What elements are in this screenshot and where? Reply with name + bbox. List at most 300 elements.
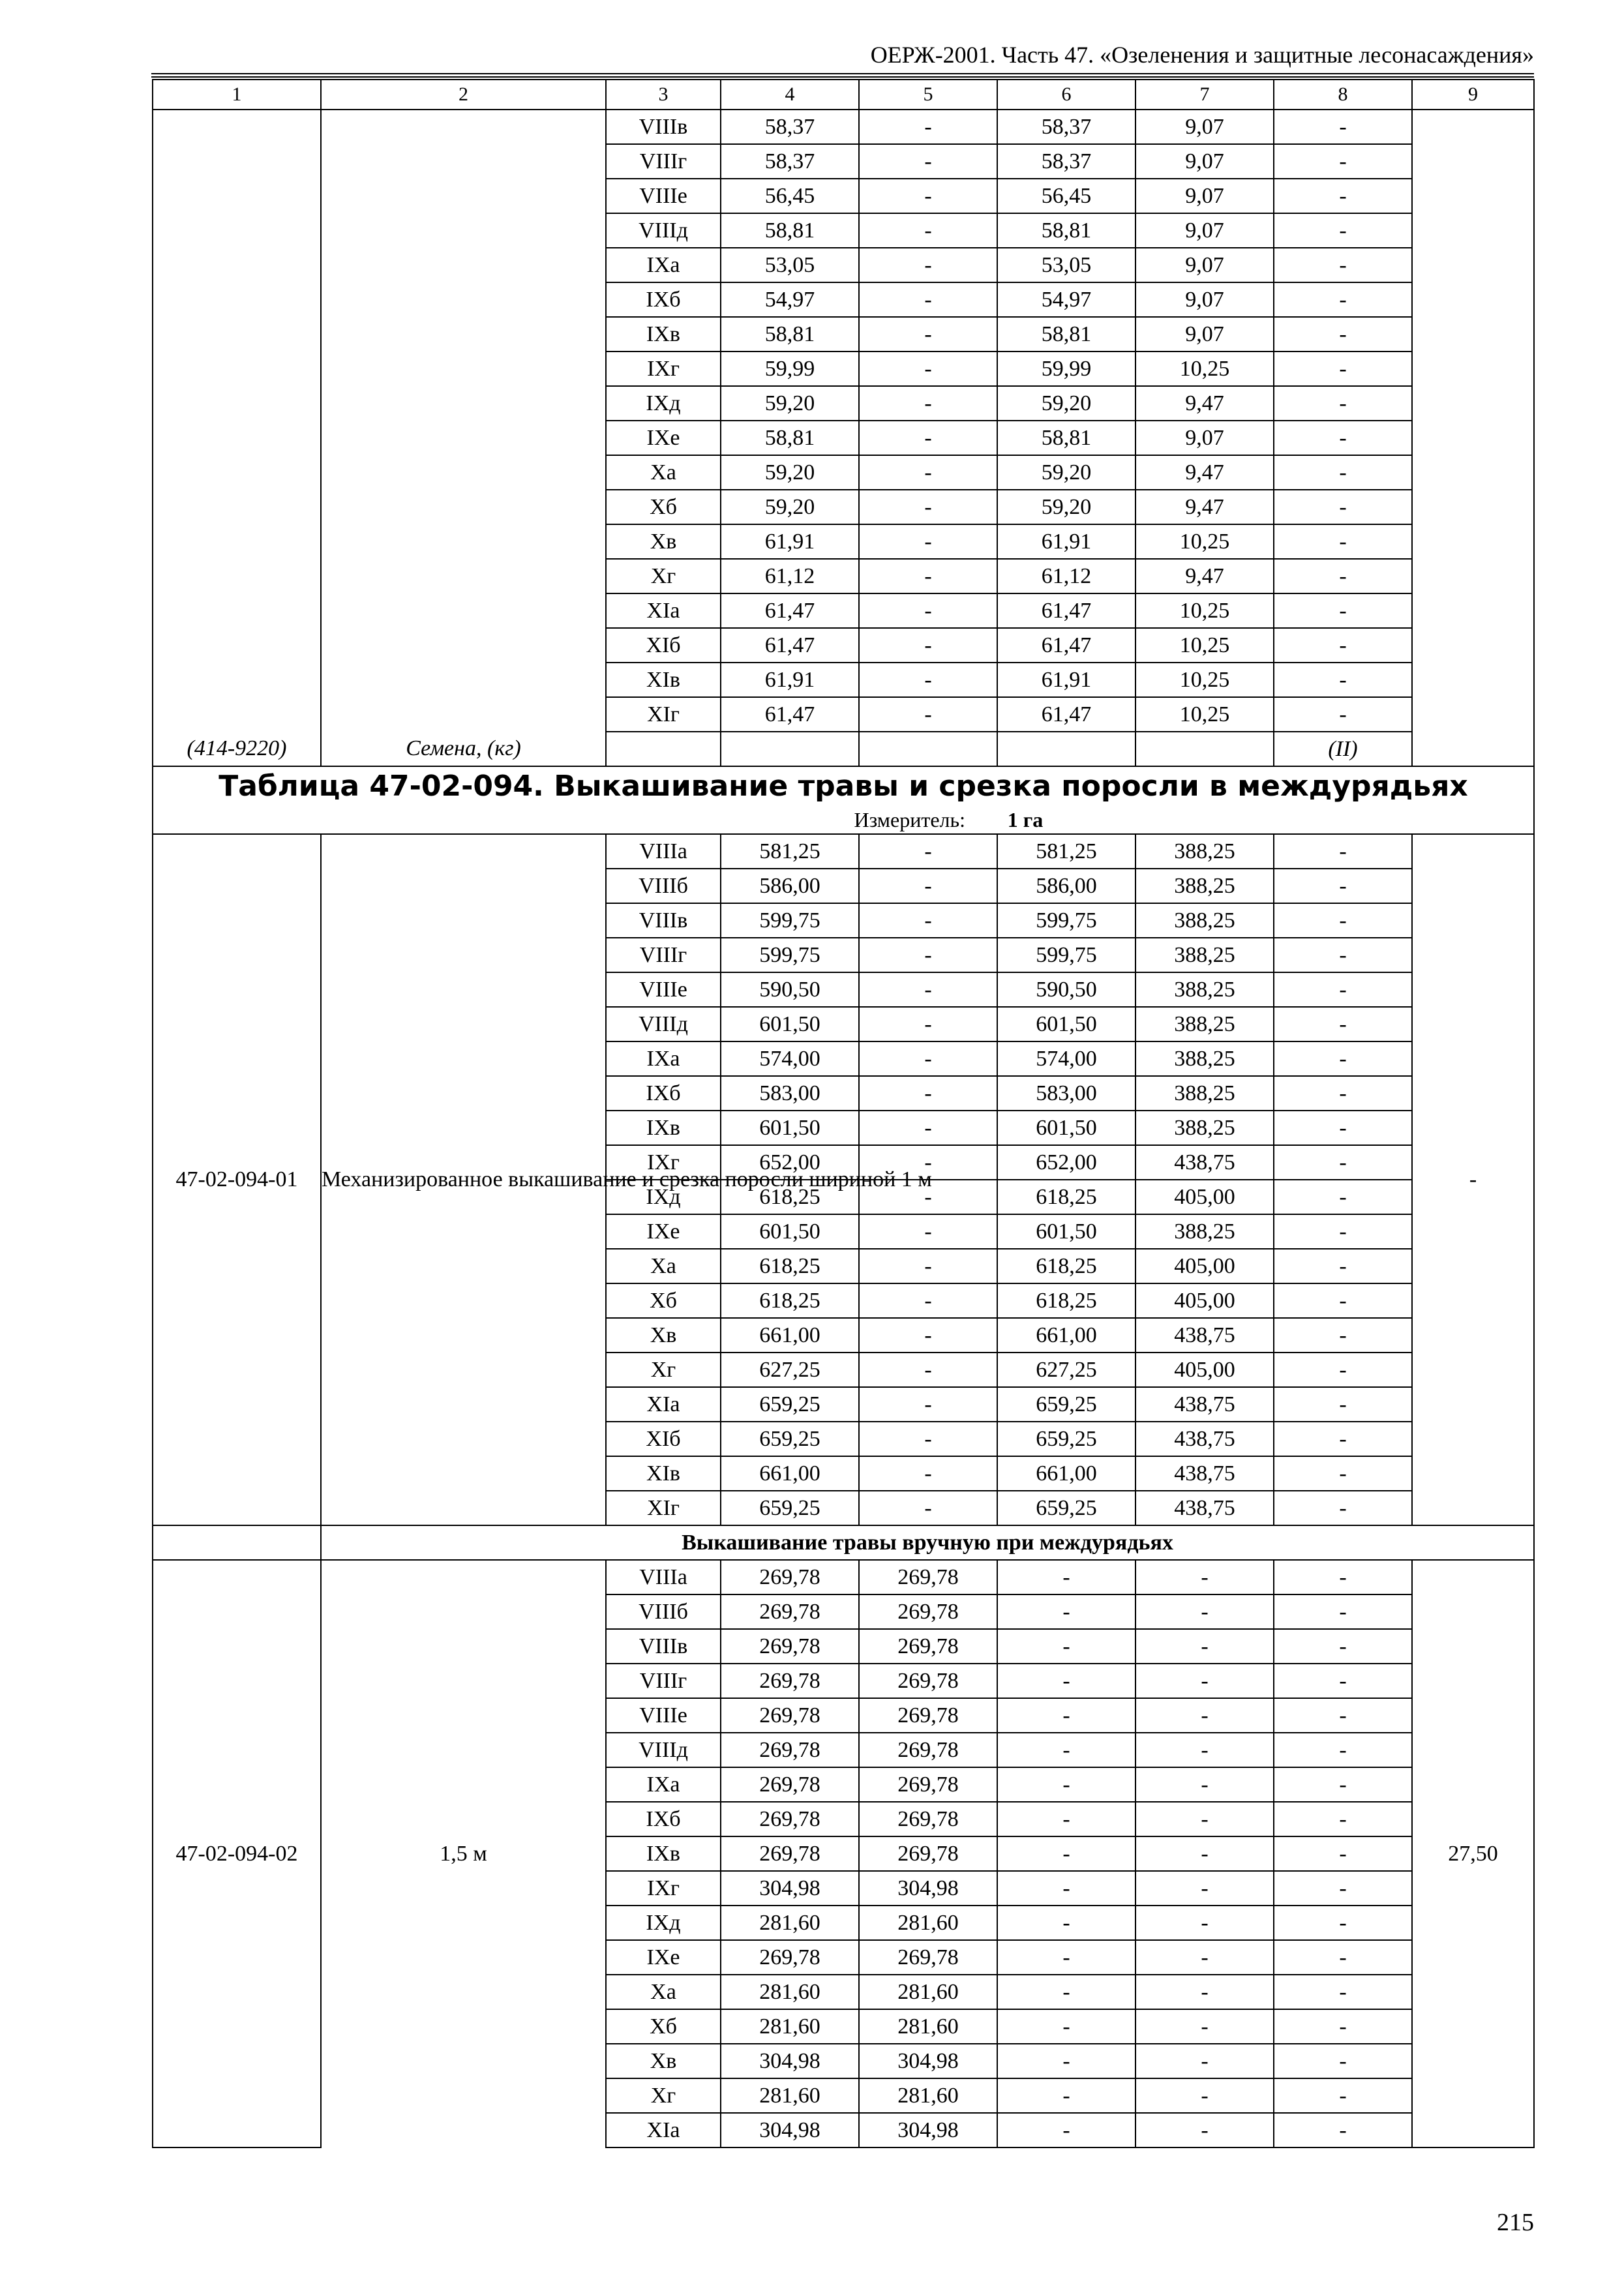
value-cell: 269,78 bbox=[721, 1802, 859, 1836]
value-cell: - bbox=[997, 1594, 1135, 1629]
value-cell: - bbox=[997, 1733, 1135, 1767]
value-cell: - bbox=[859, 1387, 997, 1422]
value-cell: 438,75 bbox=[1135, 1456, 1274, 1491]
value-cell: - bbox=[1274, 1041, 1412, 1076]
value-cell: 304,98 bbox=[859, 1871, 997, 1906]
column-number: 4 bbox=[721, 80, 859, 110]
column-number: 3 bbox=[606, 80, 721, 110]
value-cell: - bbox=[997, 1940, 1135, 1975]
header-rule bbox=[151, 73, 1534, 74]
value-cell: - bbox=[1135, 1836, 1274, 1871]
zone-cell: VIIIе bbox=[606, 179, 721, 213]
value-cell: - bbox=[1274, 1940, 1412, 1975]
value-cell: 269,78 bbox=[859, 1767, 997, 1802]
value-cell: 10,25 bbox=[1135, 697, 1274, 732]
value-cell: - bbox=[859, 663, 997, 697]
value-cell: - bbox=[1135, 1733, 1274, 1767]
value-cell: - bbox=[1135, 1975, 1274, 2009]
value-cell: 10,25 bbox=[1135, 663, 1274, 697]
value-cell: 627,25 bbox=[997, 1353, 1135, 1387]
value-cell: 54,97 bbox=[721, 282, 859, 317]
zone-cell: XIг bbox=[606, 697, 721, 732]
value-cell: 10,25 bbox=[1135, 524, 1274, 559]
zone-cell: Xа bbox=[606, 1975, 721, 2009]
value-cell: 627,25 bbox=[721, 1353, 859, 1387]
zone-cell: VIIIб bbox=[606, 1594, 721, 1629]
zone-cell: XIв bbox=[606, 1456, 721, 1491]
value-cell: 601,50 bbox=[721, 1111, 859, 1145]
value-cell: 388,25 bbox=[1135, 1041, 1274, 1076]
zone-cell: IXа bbox=[606, 1041, 721, 1076]
value-cell: 618,25 bbox=[721, 1283, 859, 1318]
value-cell: 58,81 bbox=[997, 213, 1135, 248]
value-cell: 586,00 bbox=[721, 869, 859, 903]
value-cell: 54,97 bbox=[997, 282, 1135, 317]
value-cell: 61,12 bbox=[997, 559, 1135, 593]
value-cell: 9,07 bbox=[1135, 110, 1274, 144]
value-cell: - bbox=[859, 559, 997, 593]
zone-cell: VIIIг bbox=[606, 1664, 721, 1698]
value-cell: 405,00 bbox=[1135, 1180, 1274, 1214]
value-cell: - bbox=[1274, 1456, 1412, 1491]
value-cell: 586,00 bbox=[997, 869, 1135, 903]
table-row bbox=[153, 110, 1534, 144]
col9-cell: - bbox=[1412, 834, 1534, 1525]
value-cell: - bbox=[859, 1456, 997, 1491]
value-cell: 61,91 bbox=[997, 524, 1135, 559]
col9-cell bbox=[1412, 110, 1534, 766]
value-cell: 659,25 bbox=[997, 1387, 1135, 1422]
zone-cell: VIIIв bbox=[606, 903, 721, 938]
zone-cell: IXб bbox=[606, 1076, 721, 1111]
value-cell: 61,91 bbox=[997, 663, 1135, 697]
code-cell bbox=[153, 110, 321, 732]
column-number: 7 bbox=[1135, 80, 1274, 110]
value-cell: 601,50 bbox=[721, 1007, 859, 1041]
value-cell: - bbox=[1135, 1664, 1274, 1698]
value-cell: - bbox=[1274, 1975, 1412, 2009]
value-cell: - bbox=[1135, 1594, 1274, 1629]
value-cell: - bbox=[859, 179, 997, 213]
value-cell bbox=[859, 732, 997, 766]
value-cell: - bbox=[1274, 1007, 1412, 1041]
value-cell: - bbox=[1274, 1871, 1412, 1906]
value-cell: - bbox=[859, 248, 997, 282]
value-cell: - bbox=[1274, 2113, 1412, 2147]
value-cell bbox=[606, 732, 721, 766]
value-cell: 58,81 bbox=[721, 421, 859, 455]
value-cell: - bbox=[1274, 1180, 1412, 1214]
zone-cell: Xб bbox=[606, 2009, 721, 2044]
value-cell: 574,00 bbox=[721, 1041, 859, 1076]
value-cell: - bbox=[859, 1318, 997, 1353]
value-cell: 269,78 bbox=[721, 1767, 859, 1802]
value-cell: 659,25 bbox=[997, 1422, 1135, 1456]
value-cell: - bbox=[1135, 1802, 1274, 1836]
value-cell: 281,60 bbox=[721, 1975, 859, 2009]
measure-line bbox=[153, 806, 1533, 833]
resource-code: (414-9220) bbox=[153, 732, 321, 766]
value-cell: 59,99 bbox=[997, 352, 1135, 386]
value-cell: 618,25 bbox=[721, 1249, 859, 1283]
value-cell: - bbox=[1274, 317, 1412, 352]
value-cell: - bbox=[859, 1041, 997, 1076]
value-cell: - bbox=[1274, 559, 1412, 593]
value-cell: - bbox=[1274, 213, 1412, 248]
value-cell: 304,98 bbox=[859, 2113, 997, 2147]
value-cell: 574,00 bbox=[997, 1041, 1135, 1076]
value-cell: 269,78 bbox=[859, 1836, 997, 1871]
value-cell: - bbox=[859, 697, 997, 732]
value-cell: - bbox=[1274, 179, 1412, 213]
zone-cell: XIв bbox=[606, 663, 721, 697]
zone-cell: XIа bbox=[606, 1387, 721, 1422]
value-cell: 388,25 bbox=[1135, 1007, 1274, 1041]
value-cell: 269,78 bbox=[859, 1733, 997, 1767]
value-cell: - bbox=[859, 1180, 997, 1214]
value-cell: 269,78 bbox=[859, 1940, 997, 1975]
zone-cell: IXб bbox=[606, 282, 721, 317]
value-cell: 58,81 bbox=[997, 317, 1135, 352]
value-cell: - bbox=[1135, 2009, 1274, 2044]
value-cell: 61,91 bbox=[721, 524, 859, 559]
value-cell: - bbox=[859, 1145, 997, 1180]
value-cell: 661,00 bbox=[721, 1318, 859, 1353]
value-cell: 659,25 bbox=[721, 1422, 859, 1456]
value-cell: - bbox=[859, 1007, 997, 1041]
value-cell: 56,45 bbox=[997, 179, 1135, 213]
value-cell: 9,07 bbox=[1135, 317, 1274, 352]
zone-cell: IXв bbox=[606, 317, 721, 352]
value-cell: - bbox=[1274, 2078, 1412, 2113]
value-cell: 269,78 bbox=[859, 1560, 997, 1594]
zone-cell: IXб bbox=[606, 1802, 721, 1836]
value-cell: - bbox=[1135, 1871, 1274, 1906]
value-cell: 388,25 bbox=[1135, 1214, 1274, 1249]
value-cell: 269,78 bbox=[859, 1698, 997, 1733]
value-cell: - bbox=[1274, 834, 1412, 869]
zone-cell: Xг bbox=[606, 559, 721, 593]
value-cell: - bbox=[1274, 352, 1412, 386]
zone-cell: VIIIг bbox=[606, 938, 721, 972]
value-cell: - bbox=[997, 2044, 1135, 2078]
value-cell: - bbox=[1135, 2113, 1274, 2147]
value-cell: - bbox=[997, 1629, 1135, 1664]
value-cell: - bbox=[1274, 1283, 1412, 1318]
value-cell: 281,60 bbox=[859, 2078, 997, 2113]
value-cell: 9,07 bbox=[1135, 144, 1274, 179]
column-number: 8 bbox=[1274, 80, 1412, 110]
table-title-cell bbox=[153, 766, 1534, 834]
zone-cell: IXг bbox=[606, 1871, 721, 1906]
value-cell: 61,47 bbox=[997, 593, 1135, 628]
column-number: 5 bbox=[859, 80, 997, 110]
zone-cell: VIIIд bbox=[606, 1733, 721, 1767]
value-cell: 405,00 bbox=[1135, 1353, 1274, 1387]
running-header: ОЕРЖ-2001. Часть 47. «Озеленения и защитные лесонасаждения» bbox=[870, 42, 1534, 68]
value-cell: - bbox=[859, 1353, 997, 1387]
value-cell: - bbox=[1274, 1629, 1412, 1664]
value-cell: 9,47 bbox=[1135, 386, 1274, 421]
value-cell: 269,78 bbox=[721, 1940, 859, 1975]
value-cell: 661,00 bbox=[997, 1456, 1135, 1491]
value-cell: 58,37 bbox=[997, 110, 1135, 144]
value-cell: - bbox=[859, 455, 997, 490]
value-cell: - bbox=[859, 1491, 997, 1525]
rates-table bbox=[152, 79, 1535, 2148]
description-cell: 1,5 м bbox=[321, 1560, 606, 2147]
value-cell: 304,98 bbox=[721, 2113, 859, 2147]
value-cell: - bbox=[997, 1802, 1135, 1836]
zone-cell: IXд bbox=[606, 386, 721, 421]
zone-cell: VIIIв bbox=[606, 1629, 721, 1664]
value-cell: - bbox=[859, 421, 997, 455]
value-cell: 61,47 bbox=[997, 697, 1135, 732]
value-cell: - bbox=[859, 869, 997, 903]
value-cell: - bbox=[1274, 248, 1412, 282]
table-title-row bbox=[153, 766, 1534, 834]
subheading: Выкашивание травы вручную при междурядьях bbox=[321, 1525, 1534, 1560]
value-cell: - bbox=[1274, 144, 1412, 179]
value-cell: - bbox=[1274, 110, 1412, 144]
value-cell: 58,81 bbox=[721, 317, 859, 352]
value-cell: 618,25 bbox=[997, 1180, 1135, 1214]
zone-cell: Xв bbox=[606, 524, 721, 559]
value-cell: - bbox=[997, 1836, 1135, 1871]
value-cell: - bbox=[1274, 1733, 1412, 1767]
value-cell: - bbox=[1135, 1906, 1274, 1940]
value-cell: 652,00 bbox=[997, 1145, 1135, 1180]
value-cell: 388,25 bbox=[1135, 938, 1274, 972]
value-cell bbox=[997, 732, 1135, 766]
value-cell: 281,60 bbox=[721, 1906, 859, 1940]
value-cell: - bbox=[997, 1664, 1135, 1698]
value-cell: - bbox=[1274, 1145, 1412, 1180]
zone-cell: VIIIе bbox=[606, 1698, 721, 1733]
value-cell: - bbox=[859, 110, 997, 144]
value-cell: 61,47 bbox=[721, 593, 859, 628]
value-cell: 61,47 bbox=[997, 628, 1135, 663]
value-cell: 388,25 bbox=[1135, 834, 1274, 869]
value-cell: - bbox=[859, 593, 997, 628]
value-cell: 59,99 bbox=[721, 352, 859, 386]
value-cell: 61,47 bbox=[721, 697, 859, 732]
value-cell: 281,60 bbox=[859, 2009, 997, 2044]
value-cell: 405,00 bbox=[1135, 1249, 1274, 1283]
value-cell: - bbox=[1135, 2078, 1274, 2113]
zone-cell: IXв bbox=[606, 1836, 721, 1871]
value-cell: 438,75 bbox=[1135, 1318, 1274, 1353]
value-cell: - bbox=[997, 2009, 1135, 2044]
zone-cell: IXд bbox=[606, 1906, 721, 1940]
value-cell: - bbox=[1274, 1353, 1412, 1387]
zone-cell: Xг bbox=[606, 2078, 721, 2113]
value-cell: 269,78 bbox=[721, 1594, 859, 1629]
value-cell: 304,98 bbox=[859, 2044, 997, 2078]
value-cell: 58,37 bbox=[997, 144, 1135, 179]
value-cell: 56,45 bbox=[721, 179, 859, 213]
value-cell: 58,81 bbox=[721, 213, 859, 248]
value-cell: - bbox=[1274, 1249, 1412, 1283]
zone-cell: Xв bbox=[606, 2044, 721, 2078]
value-cell: - bbox=[1274, 593, 1412, 628]
value-cell: 269,78 bbox=[721, 1664, 859, 1698]
zone-cell: XIб bbox=[606, 628, 721, 663]
resource-row bbox=[153, 732, 1534, 766]
value-cell: 388,25 bbox=[1135, 1076, 1274, 1111]
value-cell: 58,37 bbox=[721, 110, 859, 144]
resource-col8: (II) bbox=[1274, 732, 1412, 766]
value-cell: - bbox=[1274, 2009, 1412, 2044]
value-cell: 659,25 bbox=[997, 1491, 1135, 1525]
value-cell: - bbox=[997, 1871, 1135, 1906]
value-cell: 269,78 bbox=[721, 1836, 859, 1871]
value-cell: - bbox=[1274, 628, 1412, 663]
value-cell: - bbox=[1274, 1214, 1412, 1249]
value-cell: - bbox=[1274, 938, 1412, 972]
value-cell: 269,78 bbox=[721, 1698, 859, 1733]
value-cell: - bbox=[859, 490, 997, 524]
zone-cell: VIIIб bbox=[606, 869, 721, 903]
value-cell: 53,05 bbox=[721, 248, 859, 282]
value-cell: - bbox=[1274, 1491, 1412, 1525]
value-cell: 581,25 bbox=[997, 834, 1135, 869]
value-cell: 9,07 bbox=[1135, 248, 1274, 282]
value-cell bbox=[1135, 732, 1274, 766]
page-number: 215 bbox=[1497, 2209, 1534, 2236]
value-cell: 581,25 bbox=[721, 834, 859, 869]
column-number: 6 bbox=[997, 80, 1135, 110]
value-cell: 269,78 bbox=[721, 1560, 859, 1594]
value-cell: 61,91 bbox=[721, 663, 859, 697]
value-cell: - bbox=[859, 282, 997, 317]
value-cell: - bbox=[1274, 1387, 1412, 1422]
value-cell: 59,20 bbox=[997, 490, 1135, 524]
zone-cell: IXе bbox=[606, 1940, 721, 1975]
zone-cell: VIIIд bbox=[606, 1007, 721, 1041]
value-cell: - bbox=[997, 2113, 1135, 2147]
value-cell: 583,00 bbox=[721, 1076, 859, 1111]
value-cell: 659,25 bbox=[721, 1387, 859, 1422]
zone-cell: VIIIв bbox=[606, 110, 721, 144]
column-number-row bbox=[153, 80, 1534, 110]
value-cell: 61,12 bbox=[721, 559, 859, 593]
value-cell: - bbox=[1274, 1111, 1412, 1145]
zone-cell: XIг bbox=[606, 1491, 721, 1525]
zone-cell: VIIIд bbox=[606, 213, 721, 248]
value-cell: 661,00 bbox=[721, 1456, 859, 1491]
value-cell: 599,75 bbox=[997, 938, 1135, 972]
value-cell: 9,47 bbox=[1135, 559, 1274, 593]
value-cell: 59,20 bbox=[721, 490, 859, 524]
column-number: 9 bbox=[1412, 80, 1534, 110]
value-cell: - bbox=[1135, 1629, 1274, 1664]
zone-cell: XIб bbox=[606, 1422, 721, 1456]
zone-cell: IXд bbox=[606, 1180, 721, 1214]
value-cell: - bbox=[1274, 903, 1412, 938]
value-cell: - bbox=[1274, 1836, 1412, 1871]
value-cell: 269,78 bbox=[721, 1733, 859, 1767]
value-cell: 304,98 bbox=[721, 2044, 859, 2078]
code-cell: 47-02-094-02 bbox=[153, 1560, 321, 2147]
zone-cell: VIIIе bbox=[606, 972, 721, 1007]
value-cell: - bbox=[859, 144, 997, 179]
value-cell: 59,20 bbox=[721, 455, 859, 490]
value-cell: 58,37 bbox=[721, 144, 859, 179]
value-cell: - bbox=[1274, 282, 1412, 317]
zone-cell: XIа bbox=[606, 2113, 721, 2147]
value-cell: 388,25 bbox=[1135, 903, 1274, 938]
value-cell: - bbox=[859, 1422, 997, 1456]
value-cell: - bbox=[859, 1249, 997, 1283]
table-row bbox=[153, 1560, 1534, 1594]
value-cell: - bbox=[1135, 1560, 1274, 1594]
value-cell: 618,25 bbox=[997, 1283, 1135, 1318]
column-number: 2 bbox=[321, 80, 606, 110]
value-cell: 59,20 bbox=[997, 455, 1135, 490]
value-cell: - bbox=[1274, 421, 1412, 455]
value-cell: 9,07 bbox=[1135, 179, 1274, 213]
value-cell: - bbox=[1274, 1560, 1412, 1594]
value-cell: 659,25 bbox=[721, 1491, 859, 1525]
value-cell: 438,75 bbox=[1135, 1387, 1274, 1422]
value-cell: 281,60 bbox=[721, 2078, 859, 2113]
value-cell: 281,60 bbox=[859, 1906, 997, 1940]
col9-cell: 27,50 bbox=[1412, 1560, 1534, 2147]
value-cell: - bbox=[859, 524, 997, 559]
value-cell: 388,25 bbox=[1135, 972, 1274, 1007]
value-cell: 618,25 bbox=[997, 1249, 1135, 1283]
code-cell: 47-02-094-01 bbox=[153, 834, 321, 1525]
value-cell: - bbox=[859, 1076, 997, 1111]
value-cell: 59,20 bbox=[997, 386, 1135, 421]
value-cell: 10,25 bbox=[1135, 628, 1274, 663]
value-cell: - bbox=[1135, 1767, 1274, 1802]
zone-cell: Xб bbox=[606, 1283, 721, 1318]
value-cell: - bbox=[859, 938, 997, 972]
measure-value: 1 га bbox=[1007, 808, 1044, 831]
value-cell: 601,50 bbox=[997, 1007, 1135, 1041]
value-cell: 618,25 bbox=[721, 1180, 859, 1214]
table-title: Таблица 47-02-094. Выкашивание травы и срезка поросли в междурядьях bbox=[218, 770, 1468, 803]
value-cell: 9,07 bbox=[1135, 213, 1274, 248]
value-cell: 601,50 bbox=[997, 1111, 1135, 1145]
value-cell: 599,75 bbox=[721, 903, 859, 938]
value-cell: 590,50 bbox=[721, 972, 859, 1007]
zone-cell: IXе bbox=[606, 421, 721, 455]
value-cell: - bbox=[859, 903, 997, 938]
value-cell: - bbox=[1274, 1318, 1412, 1353]
value-cell: - bbox=[1274, 1664, 1412, 1698]
value-cell: - bbox=[1274, 663, 1412, 697]
value-cell: - bbox=[1274, 697, 1412, 732]
value-cell: 9,07 bbox=[1135, 282, 1274, 317]
value-cell: 438,75 bbox=[1135, 1422, 1274, 1456]
value-cell: 59,20 bbox=[721, 386, 859, 421]
value-cell: 10,25 bbox=[1135, 352, 1274, 386]
zone-cell: IXг bbox=[606, 352, 721, 386]
value-cell: 9,07 bbox=[1135, 421, 1274, 455]
value-cell: 10,25 bbox=[1135, 593, 1274, 628]
value-cell: 61,47 bbox=[721, 628, 859, 663]
value-cell: 388,25 bbox=[1135, 869, 1274, 903]
zone-cell: Xв bbox=[606, 1318, 721, 1353]
zone-cell: IXг bbox=[606, 1145, 721, 1180]
value-cell: - bbox=[859, 213, 997, 248]
value-cell: - bbox=[1274, 869, 1412, 903]
value-cell: - bbox=[1274, 1076, 1412, 1111]
zone-cell: XIа bbox=[606, 593, 721, 628]
